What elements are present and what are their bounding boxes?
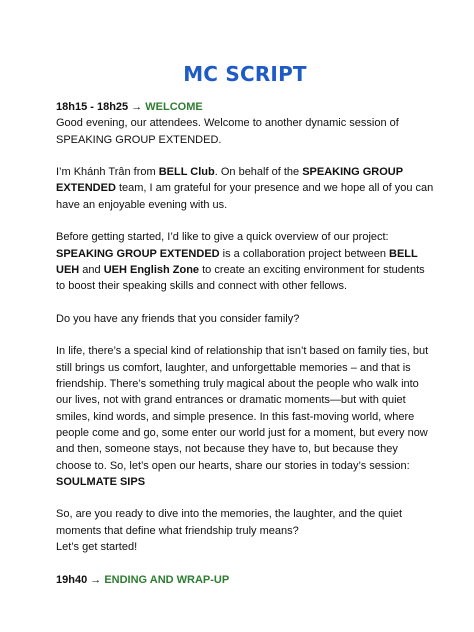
intro-text-3: team, I am grateful for your presence and we hope all of you can have an enjoyable evening with us. xyxy=(56,182,434,211)
paragraph-friendship xyxy=(56,343,434,490)
section-label: ENDING AND WRAP-UP xyxy=(104,573,230,586)
section-heading-welcome xyxy=(56,99,434,115)
section-label: WELCOME xyxy=(145,101,203,113)
overview-text-4: to create an exciting environment for students to boost their speaking skills and connect with other fellows. xyxy=(56,263,425,293)
friendship-text: In life, there’s a special kind of relationship that isn’t based on family ties, but still brings us comfort, laughter, and unforgettable memories – and that is friendship. There’s something truly magical about the people who walk into our lives, not with grand entrances or dramatic moments—but with quiet smiles, kind words, and simple presence. In this fast-moving world, where people come and go, some enter our world just for a moment, but every now and then, someone stays, not because they have to, but because they choose to. So, let’s open our hearts, share our stories in today’s session: xyxy=(56,345,429,472)
document-title: MC SCRIPT xyxy=(183,62,307,86)
overview-text-3: and xyxy=(79,263,104,276)
section-time: 18h15 - 18h25 xyxy=(56,101,129,113)
paragraph-ready: So, are you ready to dive into the memories, the laughter, and the quiet moments that define what friendship truly means? xyxy=(56,508,403,537)
intro-bold-club: BELL Club xyxy=(158,166,215,179)
paragraph-question: Do you have any friends that you consider family? xyxy=(56,312,300,325)
overview-text-1: Before getting started, I’d like to give a quick overview of our project: xyxy=(56,231,389,244)
paragraph-overview xyxy=(56,229,434,294)
overview-bold-zone: UEH English Zone xyxy=(103,263,200,276)
overview-bold-bell: BELL UEH xyxy=(56,247,418,276)
paragraph-start: Let’s get started! xyxy=(56,541,138,554)
overview-bold-project: SPEAKING GROUP EXTENDED xyxy=(56,247,220,260)
paragraph-intro xyxy=(56,164,434,213)
intro-text-1: I’m Khánh Trân from xyxy=(56,166,159,179)
arrow-icon: → xyxy=(128,101,146,113)
overview-text-2: is a collaboration project between xyxy=(219,247,389,260)
friendship-bold-session: SOULMATE SIPS xyxy=(56,475,146,488)
arrow-icon: → xyxy=(87,573,105,586)
intro-text-2: . On behalf of the xyxy=(214,166,303,179)
intro-bold-group: SPEAKING GROUP EXTENDED xyxy=(56,166,403,195)
paragraph-welcome: Good evening, our attendees. Welcome to another dynamic session of SPEAKING GROUP EXTENDED. xyxy=(56,117,399,146)
section-time: 19h40 xyxy=(56,573,88,586)
section-heading-ending xyxy=(56,572,434,588)
